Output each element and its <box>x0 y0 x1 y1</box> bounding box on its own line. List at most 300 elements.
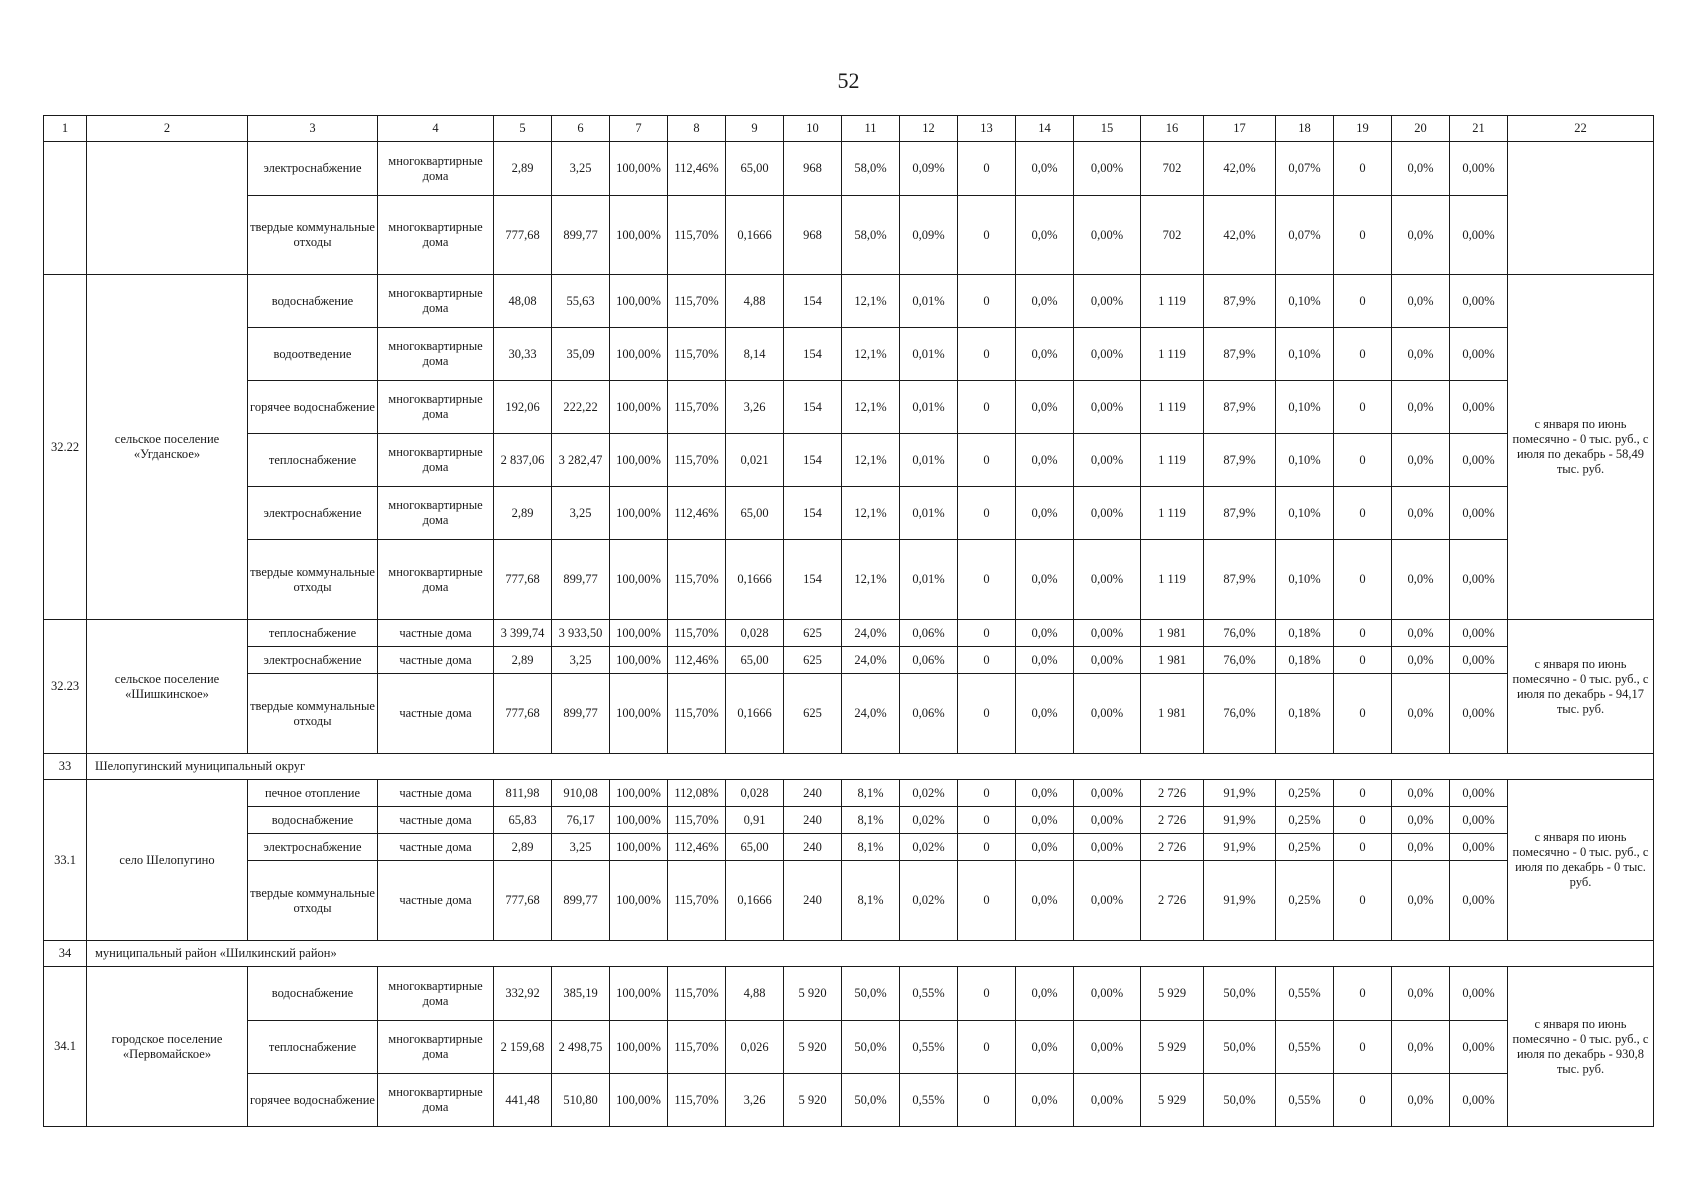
index-7: 100,00% <box>610 967 668 1021</box>
tariff-value-1: 2,89 <box>494 142 552 196</box>
tariff-value-1: 30,33 <box>494 328 552 381</box>
index-8: 115,70% <box>668 1021 726 1074</box>
norm-value: 65,00 <box>726 647 784 674</box>
count-14: 0 <box>958 834 1016 861</box>
share-16: 0,00% <box>1074 381 1141 434</box>
count-17: 1 119 <box>1141 381 1204 434</box>
share-22: 0,00% <box>1450 540 1508 620</box>
resource-type: твердые коммунальные отходы <box>248 674 378 754</box>
share-12: 50,0% <box>842 1021 900 1074</box>
housing-type: многоквартирные дома <box>378 540 494 620</box>
share-15: 0,0% <box>1016 434 1074 487</box>
share-22: 0,00% <box>1450 780 1508 807</box>
share-21: 0,0% <box>1392 861 1450 941</box>
norm-value: 3,26 <box>726 381 784 434</box>
resource-type: твердые коммунальные отходы <box>248 540 378 620</box>
share-15: 0,0% <box>1016 487 1074 540</box>
share-15: 0,0% <box>1016 834 1074 861</box>
column-number-16: 16 <box>1141 116 1204 142</box>
share-22: 0,00% <box>1450 647 1508 674</box>
index-8: 112,46% <box>668 142 726 196</box>
share-13: 0,02% <box>900 834 958 861</box>
index-8: 115,70% <box>668 967 726 1021</box>
share-15: 0,0% <box>1016 196 1074 275</box>
tariff-value-1: 2,89 <box>494 647 552 674</box>
share-12: 12,1% <box>842 381 900 434</box>
count-14: 0 <box>958 381 1016 434</box>
count-11: 5 920 <box>784 1021 842 1074</box>
index-8: 115,70% <box>668 381 726 434</box>
table-row <box>44 834 1654 861</box>
count-20: 0 <box>1334 967 1392 1021</box>
share-12: 58,0% <box>842 196 900 275</box>
count-20: 0 <box>1334 487 1392 540</box>
share-21: 0,0% <box>1392 196 1450 275</box>
count-11: 240 <box>784 834 842 861</box>
count-20: 0 <box>1334 434 1392 487</box>
index-7: 100,00% <box>610 807 668 834</box>
column-number-8: 8 <box>668 116 726 142</box>
tariff-value-1: 48,08 <box>494 275 552 328</box>
share-13: 0,55% <box>900 967 958 1021</box>
share-16: 0,00% <box>1074 674 1141 754</box>
count-11: 154 <box>784 540 842 620</box>
index-7: 100,00% <box>610 861 668 941</box>
tariff-value-1: 777,68 <box>494 674 552 754</box>
share-15: 0,0% <box>1016 620 1074 647</box>
count-11: 625 <box>784 674 842 754</box>
share-19: 0,55% <box>1276 1074 1334 1127</box>
count-14: 0 <box>958 780 1016 807</box>
norm-value: 0,026 <box>726 1021 784 1074</box>
share-19: 0,10% <box>1276 434 1334 487</box>
housing-type: частные дома <box>378 620 494 647</box>
housing-type: многоквартирные дома <box>378 434 494 487</box>
table-row <box>44 487 1654 540</box>
share-19: 0,10% <box>1276 328 1334 381</box>
count-17: 702 <box>1141 142 1204 196</box>
tariff-value-2: 222,22 <box>552 381 610 434</box>
share-21: 0,0% <box>1392 967 1450 1021</box>
resource-type: электроснабжение <box>248 487 378 540</box>
share-12: 24,0% <box>842 647 900 674</box>
index-8: 112,46% <box>668 647 726 674</box>
count-11: 240 <box>784 807 842 834</box>
settlement-name: сельское поселение «Шишкинское» <box>87 620 248 754</box>
column-number-14: 14 <box>1016 116 1074 142</box>
resource-type: теплоснабжение <box>248 620 378 647</box>
resource-type: электроснабжение <box>248 834 378 861</box>
share-21: 0,0% <box>1392 647 1450 674</box>
count-14: 0 <box>958 540 1016 620</box>
count-17: 1 119 <box>1141 434 1204 487</box>
index-8: 115,70% <box>668 196 726 275</box>
count-20: 0 <box>1334 275 1392 328</box>
count-11: 154 <box>784 381 842 434</box>
share-22: 0,00% <box>1450 674 1508 754</box>
norm-value: 8,14 <box>726 328 784 381</box>
share-12: 58,0% <box>842 142 900 196</box>
share-21: 0,0% <box>1392 1021 1450 1074</box>
count-11: 625 <box>784 620 842 647</box>
housing-type: многоквартирные дома <box>378 967 494 1021</box>
share-18: 42,0% <box>1204 196 1276 275</box>
resource-type: печное отопление <box>248 780 378 807</box>
column-number-9: 9 <box>726 116 784 142</box>
payment-note: с января по июнь помесячно - 0 тыс. руб., с июля по декабрь - 0 тыс. руб. <box>1508 780 1654 941</box>
share-16: 0,00% <box>1074 780 1141 807</box>
tariff-value-1: 2 159,68 <box>494 1021 552 1074</box>
norm-value: 65,00 <box>726 487 784 540</box>
count-17: 1 119 <box>1141 487 1204 540</box>
table-row <box>44 434 1654 487</box>
share-13: 0,01% <box>900 487 958 540</box>
section-number: 33 <box>44 754 87 780</box>
resource-type: теплоснабжение <box>248 434 378 487</box>
share-22: 0,00% <box>1450 967 1508 1021</box>
norm-value: 0,028 <box>726 780 784 807</box>
section-title: Шелопугинский муниципальный округ <box>87 754 1654 780</box>
share-21: 0,0% <box>1392 328 1450 381</box>
table-row <box>44 275 1654 328</box>
payment-note <box>1508 142 1654 275</box>
count-17: 5 929 <box>1141 967 1204 1021</box>
share-16: 0,00% <box>1074 620 1141 647</box>
index-7: 100,00% <box>610 487 668 540</box>
index-7: 100,00% <box>610 540 668 620</box>
page-number: 52 <box>837 68 860 93</box>
index-7: 100,00% <box>610 647 668 674</box>
share-18: 87,9% <box>1204 540 1276 620</box>
table-row <box>44 1074 1654 1127</box>
tariff-table <box>43 115 1654 1127</box>
share-22: 0,00% <box>1450 834 1508 861</box>
share-19: 0,18% <box>1276 647 1334 674</box>
payment-note: с января по июнь помесячно - 0 тыс. руб., с июля по декабрь - 58,49 тыс. руб. <box>1508 275 1654 620</box>
index-8: 115,70% <box>668 1074 726 1127</box>
settlement-number <box>44 142 87 275</box>
norm-value: 65,00 <box>726 834 784 861</box>
count-17: 1 981 <box>1141 647 1204 674</box>
count-20: 0 <box>1334 861 1392 941</box>
column-number-15: 15 <box>1074 116 1141 142</box>
share-18: 87,9% <box>1204 275 1276 328</box>
column-number-10: 10 <box>784 116 842 142</box>
tariff-value-2: 899,77 <box>552 674 610 754</box>
share-13: 0,02% <box>900 861 958 941</box>
count-17: 1 119 <box>1141 540 1204 620</box>
resource-type: электроснабжение <box>248 647 378 674</box>
resource-type: водоснабжение <box>248 967 378 1021</box>
share-21: 0,0% <box>1392 487 1450 540</box>
count-14: 0 <box>958 1074 1016 1127</box>
share-18: 50,0% <box>1204 1021 1276 1074</box>
tariff-value-1: 811,98 <box>494 780 552 807</box>
housing-type: частные дома <box>378 674 494 754</box>
table-row <box>44 967 1654 1021</box>
count-20: 0 <box>1334 540 1392 620</box>
share-21: 0,0% <box>1392 807 1450 834</box>
housing-type: многоквартирные дома <box>378 328 494 381</box>
count-20: 0 <box>1334 807 1392 834</box>
count-14: 0 <box>958 434 1016 487</box>
share-19: 0,25% <box>1276 780 1334 807</box>
table-row <box>44 1021 1654 1074</box>
section-title: муниципальный район «Шилкинский район» <box>87 941 1654 967</box>
count-17: 5 929 <box>1141 1074 1204 1127</box>
settlement-number: 33.1 <box>44 780 87 941</box>
norm-value: 65,00 <box>726 142 784 196</box>
share-22: 0,00% <box>1450 142 1508 196</box>
housing-type: многоквартирные дома <box>378 381 494 434</box>
count-11: 240 <box>784 861 842 941</box>
share-16: 0,00% <box>1074 861 1141 941</box>
housing-type: многоквартирные дома <box>378 142 494 196</box>
count-11: 154 <box>784 275 842 328</box>
share-22: 0,00% <box>1450 1074 1508 1127</box>
share-13: 0,55% <box>900 1021 958 1074</box>
housing-type: частные дома <box>378 647 494 674</box>
count-20: 0 <box>1334 620 1392 647</box>
housing-type: многоквартирные дома <box>378 1074 494 1127</box>
resource-type: водоснабжение <box>248 275 378 328</box>
tariff-value-1: 2,89 <box>494 834 552 861</box>
tariff-value-2: 3,25 <box>552 834 610 861</box>
share-19: 0,25% <box>1276 807 1334 834</box>
share-21: 0,0% <box>1392 620 1450 647</box>
table-row <box>44 196 1654 275</box>
share-15: 0,0% <box>1016 328 1074 381</box>
share-22: 0,00% <box>1450 807 1508 834</box>
share-18: 91,9% <box>1204 807 1276 834</box>
index-7: 100,00% <box>610 1074 668 1127</box>
norm-value: 0,028 <box>726 620 784 647</box>
index-7: 100,00% <box>610 381 668 434</box>
share-18: 87,9% <box>1204 328 1276 381</box>
share-16: 0,00% <box>1074 196 1141 275</box>
table-row <box>44 780 1654 807</box>
index-7: 100,00% <box>610 674 668 754</box>
tariff-value-2: 3 933,50 <box>552 620 610 647</box>
share-15: 0,0% <box>1016 861 1074 941</box>
count-11: 154 <box>784 487 842 540</box>
tariff-value-2: 2 498,75 <box>552 1021 610 1074</box>
share-12: 8,1% <box>842 861 900 941</box>
housing-type: многоквартирные дома <box>378 487 494 540</box>
count-20: 0 <box>1334 1021 1392 1074</box>
share-13: 0,55% <box>900 1074 958 1127</box>
share-22: 0,00% <box>1450 196 1508 275</box>
tariff-value-1: 3 399,74 <box>494 620 552 647</box>
count-20: 0 <box>1334 381 1392 434</box>
count-14: 0 <box>958 807 1016 834</box>
settlement-number: 34.1 <box>44 967 87 1127</box>
tariff-value-2: 899,77 <box>552 540 610 620</box>
housing-type: многоквартирные дома <box>378 275 494 328</box>
section-row <box>44 754 1654 780</box>
share-16: 0,00% <box>1074 1021 1141 1074</box>
share-13: 0,02% <box>900 807 958 834</box>
section-row <box>44 941 1654 967</box>
settlement-number: 32.22 <box>44 275 87 620</box>
share-22: 0,00% <box>1450 328 1508 381</box>
count-17: 1 119 <box>1141 328 1204 381</box>
share-16: 0,00% <box>1074 807 1141 834</box>
index-7: 100,00% <box>610 328 668 381</box>
settlement-name <box>87 142 248 275</box>
column-number-12: 12 <box>900 116 958 142</box>
tariff-value-1: 2 837,06 <box>494 434 552 487</box>
norm-value: 0,021 <box>726 434 784 487</box>
tariff-value-2: 3,25 <box>552 647 610 674</box>
count-14: 0 <box>958 142 1016 196</box>
share-21: 0,0% <box>1392 1074 1450 1127</box>
index-7: 100,00% <box>610 1021 668 1074</box>
count-17: 2 726 <box>1141 834 1204 861</box>
index-8: 115,70% <box>668 540 726 620</box>
share-18: 42,0% <box>1204 142 1276 196</box>
share-13: 0,06% <box>900 674 958 754</box>
count-17: 5 929 <box>1141 1021 1204 1074</box>
count-17: 1 981 <box>1141 620 1204 647</box>
share-15: 0,0% <box>1016 381 1074 434</box>
share-16: 0,00% <box>1074 647 1141 674</box>
column-number-21: 21 <box>1450 116 1508 142</box>
tariff-value-1: 777,68 <box>494 861 552 941</box>
share-12: 12,1% <box>842 434 900 487</box>
count-20: 0 <box>1334 196 1392 275</box>
index-8: 115,70% <box>668 620 726 647</box>
share-12: 12,1% <box>842 540 900 620</box>
tariff-value-2: 35,09 <box>552 328 610 381</box>
share-18: 76,0% <box>1204 620 1276 647</box>
resource-type: водоснабжение <box>248 807 378 834</box>
share-12: 24,0% <box>842 620 900 647</box>
table-row <box>44 142 1654 196</box>
count-17: 2 726 <box>1141 861 1204 941</box>
count-11: 5 920 <box>784 1074 842 1127</box>
index-7: 100,00% <box>610 834 668 861</box>
index-7: 100,00% <box>610 196 668 275</box>
share-16: 0,00% <box>1074 142 1141 196</box>
share-16: 0,00% <box>1074 328 1141 381</box>
column-number-5: 5 <box>494 116 552 142</box>
column-number-20: 20 <box>1392 116 1450 142</box>
count-14: 0 <box>958 487 1016 540</box>
tariff-value-2: 76,17 <box>552 807 610 834</box>
table-body <box>44 142 1654 1127</box>
index-8: 115,70% <box>668 674 726 754</box>
count-20: 0 <box>1334 647 1392 674</box>
norm-value: 0,1666 <box>726 861 784 941</box>
tariff-value-2: 910,08 <box>552 780 610 807</box>
housing-type: частные дома <box>378 807 494 834</box>
share-19: 0,07% <box>1276 142 1334 196</box>
share-22: 0,00% <box>1450 861 1508 941</box>
tariff-value-2: 3,25 <box>552 487 610 540</box>
index-8: 115,70% <box>668 275 726 328</box>
share-21: 0,0% <box>1392 780 1450 807</box>
count-14: 0 <box>958 1021 1016 1074</box>
tariff-value-2: 3 282,47 <box>552 434 610 487</box>
count-14: 0 <box>958 967 1016 1021</box>
resource-type: водоотведение <box>248 328 378 381</box>
share-13: 0,09% <box>900 142 958 196</box>
share-21: 0,0% <box>1392 540 1450 620</box>
settlement-name: село Шелопугино <box>87 780 248 941</box>
share-12: 24,0% <box>842 674 900 754</box>
tariff-value-1: 2,89 <box>494 487 552 540</box>
count-17: 1 981 <box>1141 674 1204 754</box>
share-19: 0,18% <box>1276 674 1334 754</box>
share-16: 0,00% <box>1074 275 1141 328</box>
share-12: 8,1% <box>842 807 900 834</box>
index-8: 112,08% <box>668 780 726 807</box>
housing-type: частные дома <box>378 834 494 861</box>
index-7: 100,00% <box>610 275 668 328</box>
column-number-11: 11 <box>842 116 900 142</box>
share-18: 76,0% <box>1204 647 1276 674</box>
table-row <box>44 647 1654 674</box>
share-16: 0,00% <box>1074 834 1141 861</box>
share-13: 0,01% <box>900 540 958 620</box>
settlement-name: городское поселение «Первомайское» <box>87 967 248 1127</box>
tariff-value-1: 332,92 <box>494 967 552 1021</box>
count-20: 0 <box>1334 780 1392 807</box>
share-12: 50,0% <box>842 967 900 1021</box>
tariff-value-1: 192,06 <box>494 381 552 434</box>
section-number: 34 <box>44 941 87 967</box>
count-17: 2 726 <box>1141 807 1204 834</box>
share-18: 87,9% <box>1204 434 1276 487</box>
share-21: 0,0% <box>1392 142 1450 196</box>
share-15: 0,0% <box>1016 674 1074 754</box>
resource-type: теплоснабжение <box>248 1021 378 1074</box>
column-number-6: 6 <box>552 116 610 142</box>
tariff-value-2: 385,19 <box>552 967 610 1021</box>
share-19: 0,10% <box>1276 540 1334 620</box>
tariff-value-1: 777,68 <box>494 196 552 275</box>
table-row <box>44 620 1654 647</box>
column-number-7: 7 <box>610 116 668 142</box>
tariff-value-1: 441,48 <box>494 1074 552 1127</box>
share-18: 91,9% <box>1204 780 1276 807</box>
tariff-value-1: 65,83 <box>494 807 552 834</box>
column-number-2: 2 <box>87 116 248 142</box>
count-17: 1 119 <box>1141 275 1204 328</box>
table-row <box>44 540 1654 620</box>
share-18: 87,9% <box>1204 487 1276 540</box>
count-17: 702 <box>1141 196 1204 275</box>
norm-value: 4,88 <box>726 275 784 328</box>
share-21: 0,0% <box>1392 674 1450 754</box>
share-15: 0,0% <box>1016 275 1074 328</box>
share-19: 0,07% <box>1276 196 1334 275</box>
count-17: 2 726 <box>1141 780 1204 807</box>
share-18: 91,9% <box>1204 861 1276 941</box>
count-11: 154 <box>784 434 842 487</box>
share-13: 0,01% <box>900 328 958 381</box>
housing-type: частные дома <box>378 780 494 807</box>
norm-value: 0,1666 <box>726 196 784 275</box>
housing-type: многоквартирные дома <box>378 1021 494 1074</box>
share-13: 0,01% <box>900 381 958 434</box>
norm-value: 4,88 <box>726 967 784 1021</box>
share-15: 0,0% <box>1016 780 1074 807</box>
housing-type: многоквартирные дома <box>378 196 494 275</box>
share-18: 91,9% <box>1204 834 1276 861</box>
table-row <box>44 381 1654 434</box>
